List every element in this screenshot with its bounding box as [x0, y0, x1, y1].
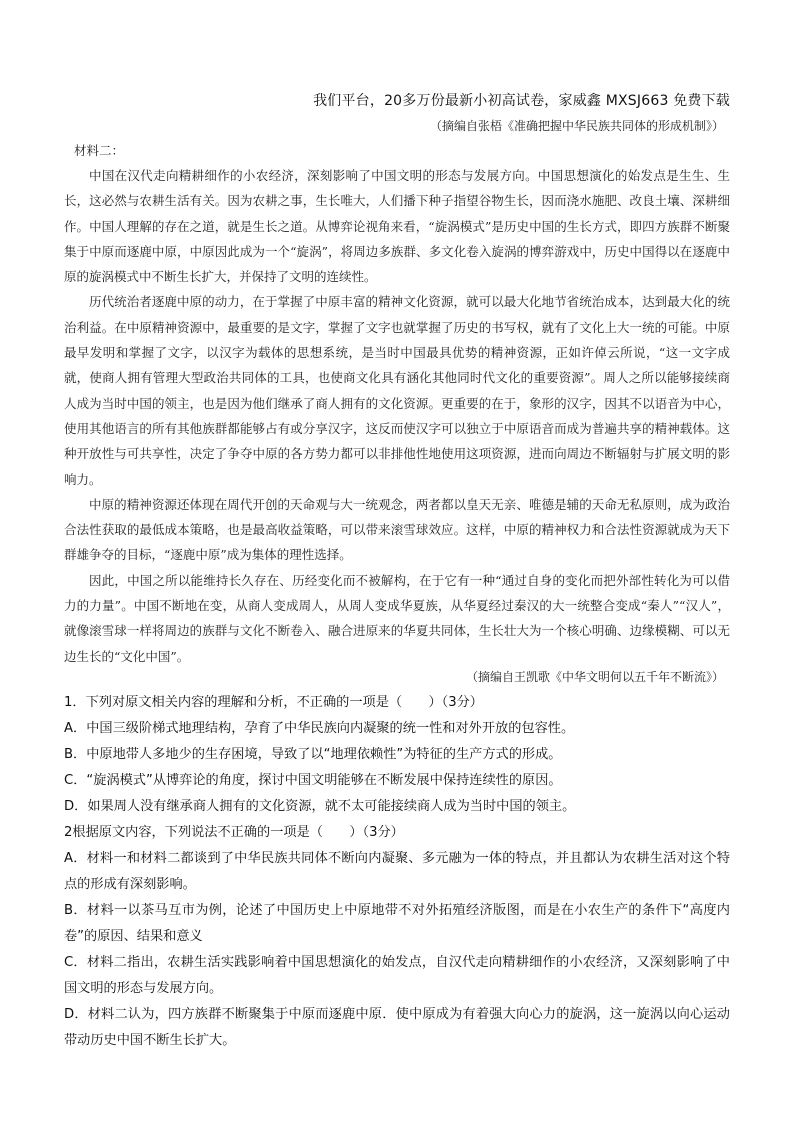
question-section	[64, 690, 730, 1054]
material-two	[64, 139, 730, 669]
question-stem: 2根据原文内容，下列说法不正确的一项是（ ）（3分）	[64, 825, 404, 840]
material-heading: 材料二：	[74, 143, 125, 158]
source-citation-1: （摘编自张梧《准确把握中华民族共同体的形成机制》）	[429, 119, 724, 133]
option-b: B．材料一以茶马互市为例，论述了中国历史上中原地带不对外拓殖经济版图，而是在小农生产的条件下“高度内卷”的原因、结果和意义	[64, 903, 730, 944]
material-paragraph: 历代统治者逐鹿中原的动力，在于掌握了中原丰富的精神文化资源，就可以最大化地节省统治成本，达到最大化的统治利益。在中原精神资源中，最重要的是文字，掌握了文字也就掌握了历史的书写权，就有了文化上大一统的可能。中原最早发明和掌握了文字，以汉字为载体的思想系统，是当时中国最具优势的精神资源，正如许倬云所说，“这一文字成就，使商人拥有管理大型政治共同体的工具，也使商文化具有涵化其他同时代文化的重要资源”。周人之所以能够接续商人成为当时中国的领主，也是因为他们继承了商人拥有的文化资源。更重要的在于，象形的汉字，因其不以语音为中心，使用其他语言的所有其他族群都能够占有或分享汉字，这反而使汉字可以独立于中原语音而成为普遍共享的精神载体。这种开放性与可共享性，决定了争夺中原的各方势力都可以非排他性地使用这项资源，进而向周边不断辐射与扩展文明的影响力。	[64, 294, 730, 487]
question-stem: 1．下列对原文相关内容的理解和分析，不正确的一项是（ ）（3分）	[64, 695, 483, 710]
material-paragraph: 因此，中国之所以能维持长久存在、历经变化而不被解构，在于它有一种“通过自身的变化而把外部性转化为可以借力的力量”。中国不断地在变，从商人变成周人，从周人变成华夏族，从华夏经过秦汉的大一统整合变成“秦人”“汉人”，就像滚雪球一样将周边的族群与文化不断卷入、融合进原来的华夏共同体，生长壮大为一个核心明确、边缘模糊、可以无边生长的“文化中国”。	[64, 572, 730, 664]
option-d: D．材料二认为，四方族群不断聚集于中原而逐鹿中原．使中原成为有着强大向心力的旋涡，这一旋涡以向心运动带动历史中国不断生长扩大。	[64, 1007, 730, 1048]
promo-header: 我们平台，20多万份最新小初高试卷，家威鑫 MXSJ663 免费下载	[313, 93, 730, 109]
option-a: A．材料一和材料二都谈到了中华民族共同体不断向内凝聚、多元融为一体的特点，并且都认为农耕生活对这个特点的形成有深刻影响。	[64, 851, 730, 892]
option-c: C．“旋涡模式”从博弈论的角度，探讨中国文明能够在不断发展中保持连续性的原因。	[64, 773, 562, 788]
material-paragraph: 中原的精神资源还体现在周代开创的天命观与大一统观念，两者都以皇天无亲、唯德是辅的天命无私原则，成为政治合法性获取的最低成本策略，也是最高收益策略，可以带来滚雪球效应。这样，中原的精神权力和合法性资源就成为天下群雄争夺的目标，“逐鹿中原”成为集体的理性选择。	[64, 496, 730, 563]
option-b: B．中原地带人多地少的生存困境，导致了以“地理依赖性”为特征的生产方式的形成。	[64, 747, 562, 762]
option-c: C．材料二指出，农耕生活实践影响着中国思想演化的始发点，自汉代走向精耕细作的小农经济，又深刻影响了中国文明的形态与发展方向。	[64, 955, 730, 996]
source-citation-2: （摘编自王凯歌《中华文明何以五千年不断流》）	[465, 670, 724, 684]
question-1	[64, 690, 730, 820]
option-d: D．如果周人没有继承商人拥有的文化资源，就不太可能接续商人成为当时中国的领主。	[64, 799, 576, 814]
option-a: A．中国三级阶梯式地理结构，孕育了中华民族向内凝聚的统一性和对外开放的包容性。	[64, 721, 575, 736]
material-paragraph: 中国在汉代走向精耕细作的小农经济，深刻影响了中国文明的形态与发展方向。中国思想演化的始发点是生生、生长，这必然与农耕生活有关。因为农耕之事，生长唯大，人们播下种子指望谷物生长，因而浇水施肥、改良土壤、深耕细作。中国人理解的存在之道，就是生长之道。从博弈论视角来看，“旋涡模式”是历史中国的生长方式，即四方族群不断聚集于中原而逐鹿中原，中原因此成为一个“旋涡”，将周边多族群、多文化卷入旋涡的博弈游戏中，历史中国得以在逐鹿中原的旋涡模式中不断生长扩大，并保持了文明的连续性。	[64, 168, 730, 285]
question-2	[64, 820, 730, 1054]
